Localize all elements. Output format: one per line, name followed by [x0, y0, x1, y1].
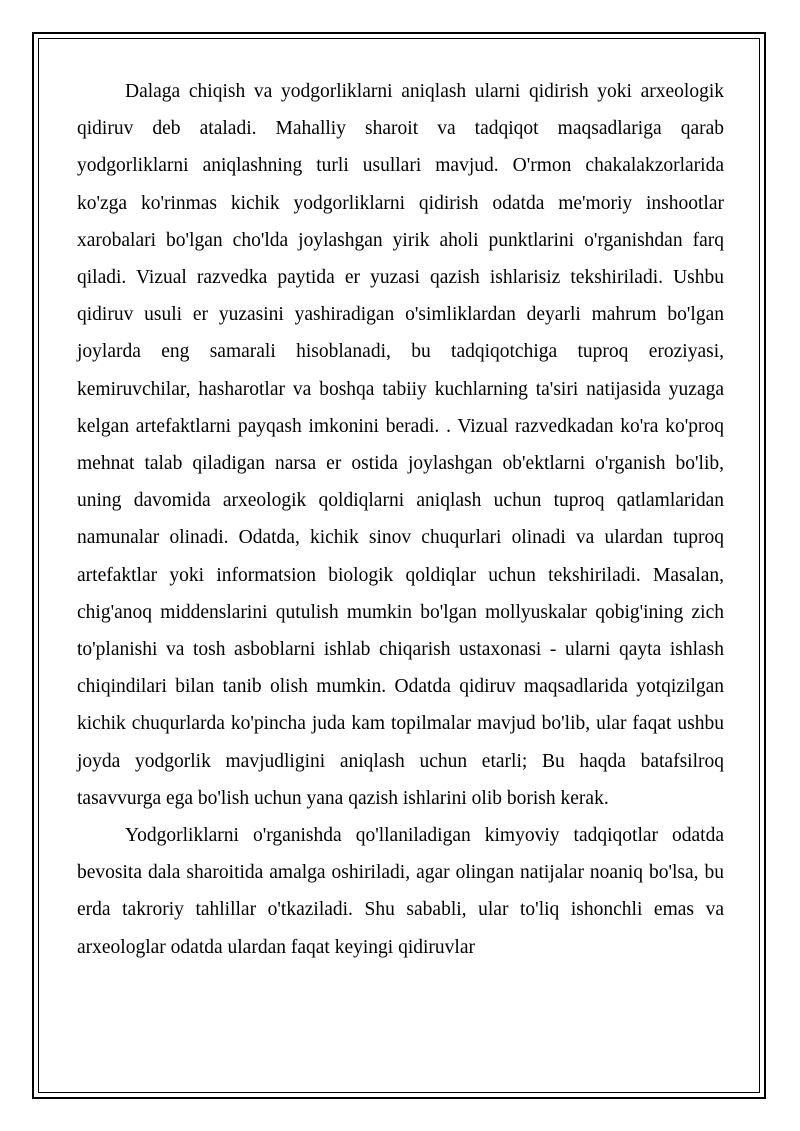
paragraph: Yodgorliklarni o'rganishda qo'llaniladigan kimyoviy tadqiqotlar odatda bevosita dala sharoitida amalga oshiriladi, agar olingan natijalar noaniq bo'lsa, bu erda takroriy tahlillar o'tkaziladi. Shu sababli, ular to'liq ishonchli emas va arxeologlar odatda ulardan faqat keyingi qidiruvlar: [77, 825, 724, 958]
document-body: [77, 73, 724, 966]
paragraph: Dalaga chiqish va yodgorliklarni aniqlash ularni qidirish yoki arxeologik qidiruv deb ataladi. Mahalliy sharoit va tadqiqot maqsadlariga qarab yodgorliklarni aniqlashning turli usullari mavjud. O'rmon chakalakzorlarida ko'zga ko'rinmas kichik yodgorliklarni qidirish odatda me'moriy inshootlar xarobalari bo'lgan cho'lda joylashgan yirik aholi punktlarini o'rganishdan farq qiladi. Vizual razvedka paytida er yuzasi qazish ishlarisiz tekshiriladi. Ushbu qidiruv usuli er yuzasini yashiradigan o'simliklardan deyarli mahrum bo'lgan joylarda eng samarali hisoblanadi, bu tadqiqotchiga tuproq eroziyasi, kemiruvchilar, hasharotlar va boshqa tabiiy kuchlarning ta'siri natijasida yuzaga kelgan artefaktlarni payqash imkonini beradi. . Vizual razvedkadan ko'ra ko'proq mehnat talab qiladigan narsa er ostida joylashgan ob'ektlarni o'rganish bo'lib, uning davomida arxeologik qoldiqlarni aniqlash uchun tuproq qatlamlaridan namunalar olinadi. Odatda, kichik sinov chuqurlari olinadi va ulardan tuproq artefaktlar yoki informatsion biologik qoldiqlar uchun tekshiriladi. Masalan, chig'anoq middenslarini qutulish mumkin bo'lgan mollyuskalar qobig'ining zich to'planishi va tosh asboblarni ishlab chiqarish ustaxonasi - ularni qayta ishlash chiqindilari bilan tanib olish mumkin. Odatda qidiruv maqsadlarida yotqizilgan kichik chuqurlarda ko'pincha juda kam topilmalar mavjud bo'lib, ular faqat ushbu joyda yodgorlik mavjudligini aniqlash uchun etarli; Bu haqda batafsilroq tasavvurga ega bo'lish uchun yana qazish ishlarini olib borish kerak.: [77, 81, 724, 809]
